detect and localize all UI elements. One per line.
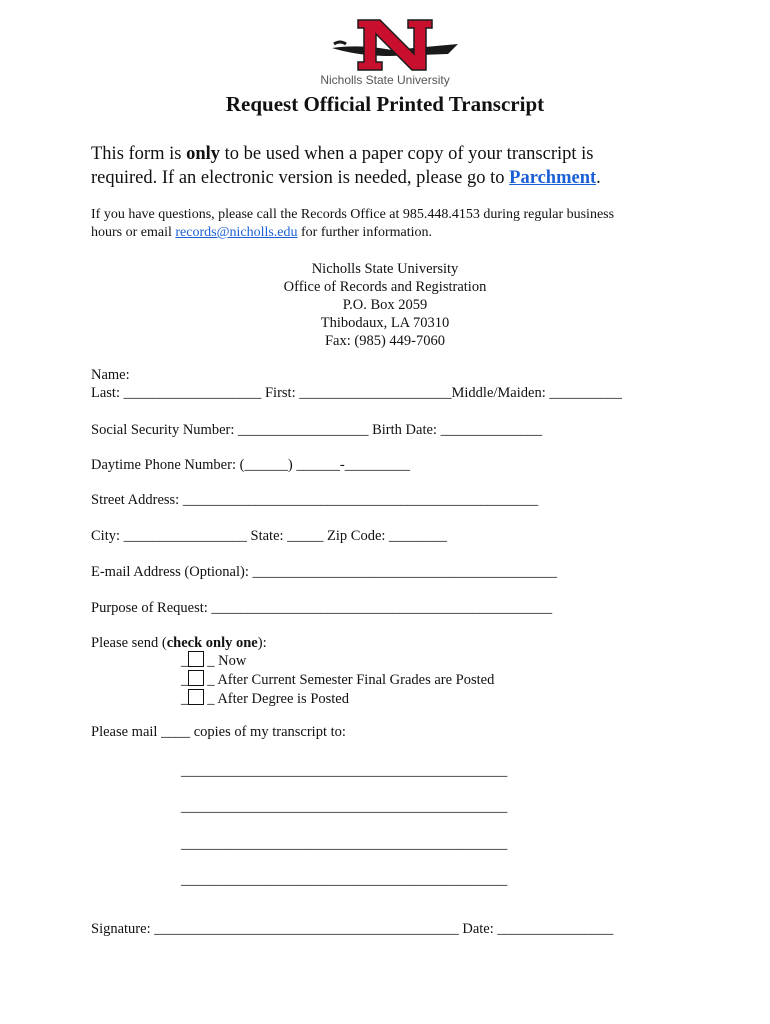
address-line: P.O. Box 2059	[342, 297, 428, 313]
mailing-address	[0, 260, 770, 350]
city-state-zip-field[interactable]: City: _________________ State: _____ Zip Code: ________	[91, 528, 448, 544]
email-link[interactable]: records@nicholls.edu	[175, 225, 298, 240]
checkbox[interactable]	[188, 689, 204, 705]
mail-address-line[interactable]: _____________________________________________	[181, 799, 508, 815]
nicholls-n-logo-icon	[330, 14, 460, 74]
mail-address-line[interactable]: _____________________________________________	[181, 763, 508, 779]
intro-text: This form is only to be used when a paper copy of your transcript is required. If an electronic version is needed, please go to Parchment.	[91, 144, 601, 188]
name-field[interactable]: Last: ___________________ First: _____________________Middle/Maiden: __________	[91, 385, 622, 401]
questions-text: If you have questions, please call the Records Office at 985.448.4153 during regular business hours or email records@nicholls.edu for further information.	[91, 207, 615, 240]
option-after-grades[interactable]: _ _ After Current Semester Final Grades are Posted	[181, 672, 495, 688]
signature-date-field[interactable]: Signature: __________________________________________ Date: ________________	[91, 921, 614, 937]
address-line: Office of Records and Registration	[283, 279, 487, 295]
mail-copies-field[interactable]: Please mail ____ copies of my transcript to:	[91, 724, 346, 740]
phone-field[interactable]: Daytime Phone Number: (______) ______-_________	[91, 457, 410, 473]
address-line: Fax: (985) 449-7060	[324, 333, 445, 349]
parchment-link[interactable]: Parchment	[509, 168, 597, 188]
address-line: Thibodaux, LA 70310	[320, 315, 450, 331]
checkbox[interactable]	[188, 651, 204, 667]
purpose-field[interactable]: Purpose of Request: _______________________________________________	[91, 600, 553, 616]
mail-address-line[interactable]: _____________________________________________	[181, 872, 508, 888]
checkbox[interactable]	[188, 670, 204, 686]
email-field[interactable]: E-mail Address (Optional): __________________________________________	[91, 564, 557, 580]
name-label: Name:	[91, 367, 130, 383]
logo-caption: Nicholls State University	[320, 73, 450, 87]
address-line: Nicholls State University	[311, 261, 459, 277]
option-now[interactable]: _ _ Now	[181, 653, 247, 669]
ssn-birthdate-field[interactable]: Social Security Number: __________________ Birth Date: ______________	[91, 422, 543, 438]
mail-address-line[interactable]: _____________________________________________	[181, 836, 508, 852]
page-title: Request Official Printed Transcript	[225, 92, 545, 116]
street-field[interactable]: Street Address: _________________________________________________	[91, 492, 539, 508]
send-instruction: Please send (check only one):	[91, 635, 267, 651]
send-options	[181, 651, 494, 708]
option-after-degree[interactable]: _ _ After Degree is Posted	[181, 691, 349, 707]
